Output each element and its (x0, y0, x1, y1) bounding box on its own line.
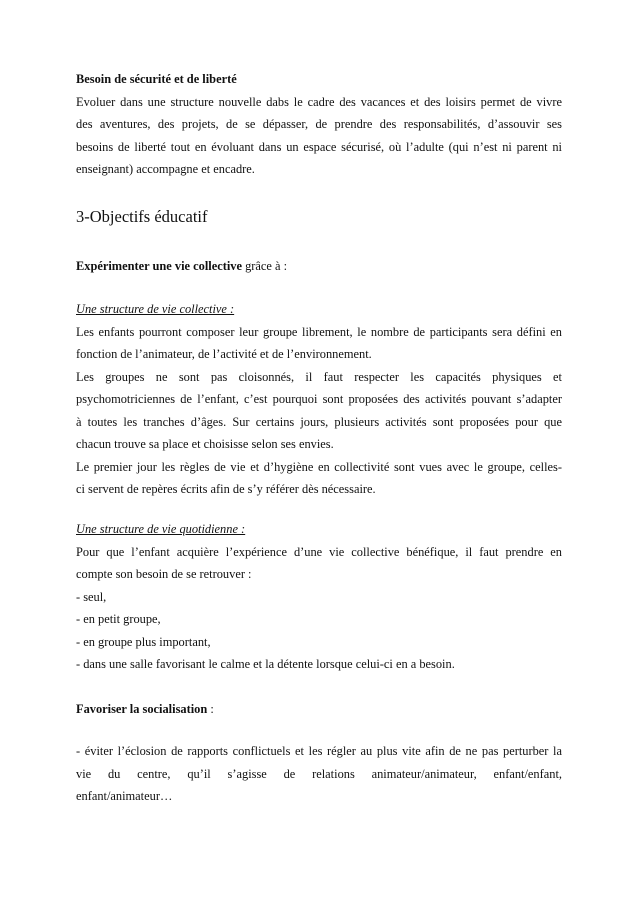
paragraph-line: Les groupes ne sont pas cloisonnés, il faut respecter les capacités physiques et (76, 369, 562, 384)
paragraph-line: psychomotriciennes de l’enfant, c’est pourquoi sont proposées des activités pouvant s’adapter (76, 392, 562, 406)
section-heading: Besoin de sécurité et de liberté (76, 72, 237, 86)
experimenter-line (76, 255, 562, 278)
paragraph-line: besoins de liberté tout en évoluant dans un espace sécurisé, où l’adulte (qui n’est ni parent ni (76, 139, 562, 154)
paragraph-line: ci servent de repères écrits afin de s’y référer dès nécessaire. (76, 482, 376, 496)
subsection-vie-collective (76, 298, 562, 501)
experimenter-bold: Expérimenter une vie collective (76, 259, 242, 273)
list-item: - dans une salle favorisant le calme et la détente lorsque celui-ci en a besoin. (76, 657, 455, 671)
paragraph-line: Pour que l’enfant acquière l’expérience d’une vie collective bénéfique, il faut prendre en (76, 544, 562, 559)
socialisation-rest: : (207, 702, 214, 716)
socialisation-body (76, 740, 562, 808)
paragraph-line: Evoluer dans une structure nouvelle dabs le cadre des vacances et des loisirs permet de vivre (76, 94, 562, 109)
paragraph-line: Les enfants pourront composer leur groupe librement, le nombre de participants sera défini en (76, 324, 562, 339)
paragraph-line: Le premier jour les règles de vie et d’hygiène en collectivité sont vues avec le groupe, celles- (76, 459, 562, 474)
paragraph-line: enfant/animateur… (76, 789, 173, 803)
paragraph-line: enseignant) accompagne et encadre. (76, 162, 255, 176)
subsection-title: Une structure de vie quotidienne : (76, 522, 246, 536)
paragraph-line: fonction de l’animateur, de l’activité et de l’environnement. (76, 347, 372, 361)
experimenter-rest: grâce à : (241, 259, 288, 273)
subsection-title: Une structure de vie collective : (76, 302, 235, 316)
list-item: - en petit groupe, (76, 612, 161, 626)
paragraph-line: compte son besoin de se retrouver : (76, 567, 252, 581)
section-besoin (76, 68, 562, 181)
socialisation-heading (76, 698, 562, 721)
list-item: - en groupe plus important, (76, 634, 211, 649)
paragraph-line: - éviter l’éclosion de rapports conflictuels et les régler au plus vite afin de ne pas perturber la (76, 744, 562, 758)
subsection-vie-quotidienne (76, 518, 562, 676)
section-title: 3-Objectifs éducatif (76, 207, 208, 226)
paragraph-line: vie du centre, qu’il s’agisse de relations animateur/animateur, enfant/enfant, (76, 766, 562, 781)
paragraph-line: des aventures, des projets, de se dépasser, de prendre des responsabilités, d’assouvir ses (76, 117, 562, 131)
list-item: - seul, (76, 589, 107, 604)
paragraph-line: chacun trouve sa place et choisisse selon ses envies. (76, 437, 334, 451)
paragraph-line: à toutes les tranches d’âges. Sur certains jours, plusieurs activités sont proposées pour que (76, 414, 562, 429)
socialisation-bold: Favoriser la socialisation (76, 702, 208, 716)
